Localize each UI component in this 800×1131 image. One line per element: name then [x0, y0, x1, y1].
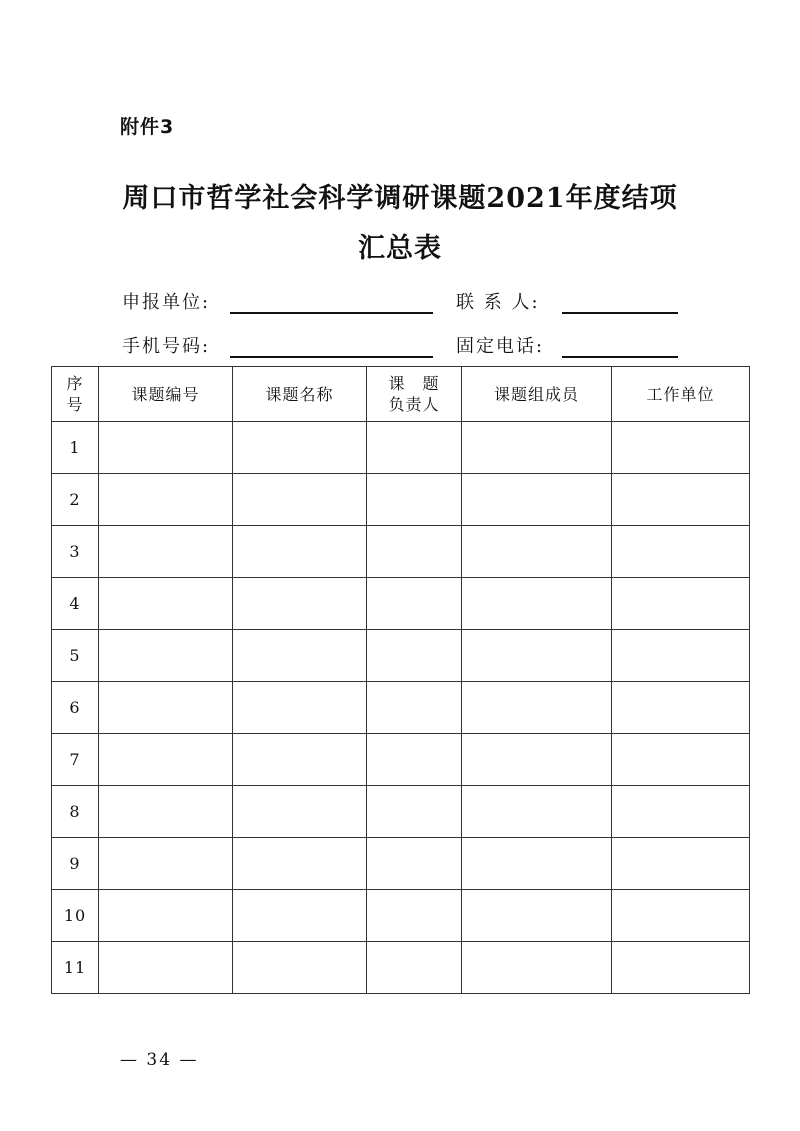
phone-field[interactable]	[562, 356, 678, 358]
row-leader-cell[interactable]	[367, 734, 462, 786]
row-members-cell[interactable]	[462, 838, 612, 890]
row-leader-cell[interactable]	[367, 786, 462, 838]
row-code-cell[interactable]	[99, 578, 233, 630]
row-code-cell[interactable]	[99, 786, 233, 838]
row-leader-cell[interactable]	[367, 474, 462, 526]
row-code-cell[interactable]	[99, 630, 233, 682]
row-members-cell[interactable]	[462, 630, 612, 682]
row-code-cell[interactable]	[99, 734, 233, 786]
row-unit-cell[interactable]	[612, 682, 750, 734]
row-members-cell[interactable]	[462, 526, 612, 578]
row-leader-cell[interactable]	[367, 526, 462, 578]
header-leader	[367, 367, 462, 422]
table-row	[52, 890, 750, 942]
row-members-cell[interactable]	[462, 890, 612, 942]
row-unit-cell[interactable]	[612, 474, 750, 526]
row-unit-cell[interactable]	[612, 734, 750, 786]
row-seq-cell: 8	[52, 786, 99, 838]
page-number: — 34 —	[120, 1050, 199, 1070]
row-members-cell[interactable]	[462, 734, 612, 786]
row-name-cell[interactable]	[233, 578, 367, 630]
table-row	[52, 526, 750, 578]
mobile-field[interactable]	[230, 356, 433, 358]
row-code-cell[interactable]	[99, 422, 233, 474]
row-seq-cell: 5	[52, 630, 99, 682]
row-leader-cell[interactable]	[367, 422, 462, 474]
table-row	[52, 422, 750, 474]
header-leader-bottom: 负责人	[388, 395, 440, 414]
document-title-line2: 汇总表	[358, 233, 442, 264]
row-unit-cell[interactable]	[612, 422, 750, 474]
table-row	[52, 578, 750, 630]
table-row	[52, 682, 750, 734]
row-members-cell[interactable]	[462, 422, 612, 474]
header-seq-top: 序	[66, 374, 84, 393]
row-leader-cell[interactable]	[367, 578, 462, 630]
row-members-cell[interactable]	[462, 474, 612, 526]
row-unit-cell[interactable]	[612, 942, 750, 994]
row-leader-cell[interactable]	[367, 890, 462, 942]
row-name-cell[interactable]	[233, 630, 367, 682]
unit-label: 申报单位:	[122, 292, 211, 313]
table-row	[52, 942, 750, 994]
row-leader-cell[interactable]	[367, 682, 462, 734]
header-seq	[52, 367, 99, 422]
row-unit-cell[interactable]	[612, 630, 750, 682]
row-code-cell[interactable]	[99, 526, 233, 578]
row-members-cell[interactable]	[462, 942, 612, 994]
row-seq-cell: 2	[52, 474, 99, 526]
table-row	[52, 734, 750, 786]
row-seq-cell: 9	[52, 838, 99, 890]
row-name-cell[interactable]	[233, 422, 367, 474]
contact-label: 联 系 人:	[456, 292, 540, 313]
row-leader-cell[interactable]	[367, 630, 462, 682]
row-name-cell[interactable]	[233, 786, 367, 838]
row-code-cell[interactable]	[99, 682, 233, 734]
row-members-cell[interactable]	[462, 786, 612, 838]
table-row	[52, 630, 750, 682]
header-leader-top: 课 题	[388, 374, 440, 393]
row-code-cell[interactable]	[99, 474, 233, 526]
row-name-cell[interactable]	[233, 474, 367, 526]
row-name-cell[interactable]	[233, 682, 367, 734]
attachment-label: 附件3	[120, 116, 175, 138]
row-seq-cell: 7	[52, 734, 99, 786]
header-code: 课题编号	[99, 367, 233, 422]
row-name-cell[interactable]	[233, 526, 367, 578]
row-unit-cell[interactable]	[612, 786, 750, 838]
row-unit-cell[interactable]	[612, 526, 750, 578]
mobile-label: 手机号码:	[122, 336, 211, 357]
row-leader-cell[interactable]	[367, 838, 462, 890]
row-name-cell[interactable]	[233, 838, 367, 890]
row-seq-cell: 11	[52, 942, 99, 994]
row-name-cell[interactable]	[233, 734, 367, 786]
row-seq-cell: 10	[52, 890, 99, 942]
header-seq-bottom: 号	[66, 395, 84, 414]
row-leader-cell[interactable]	[367, 942, 462, 994]
row-seq-cell: 3	[52, 526, 99, 578]
row-unit-cell[interactable]	[612, 838, 750, 890]
phone-label: 固定电话:	[456, 336, 545, 357]
header-name: 课题名称	[233, 367, 367, 422]
row-seq-cell: 1	[52, 422, 99, 474]
row-seq-cell: 4	[52, 578, 99, 630]
table-row	[52, 474, 750, 526]
row-code-cell[interactable]	[99, 838, 233, 890]
row-unit-cell[interactable]	[612, 578, 750, 630]
row-unit-cell[interactable]	[612, 890, 750, 942]
row-members-cell[interactable]	[462, 578, 612, 630]
header-unit: 工作单位	[612, 367, 750, 422]
row-name-cell[interactable]	[233, 890, 367, 942]
row-name-cell[interactable]	[233, 942, 367, 994]
contact-field[interactable]	[562, 312, 678, 314]
document-title-line1: 周口市哲学社会科学调研课题2021年度结项	[122, 183, 678, 214]
row-seq-cell: 6	[52, 682, 99, 734]
table-row	[52, 786, 750, 838]
table-row	[52, 838, 750, 890]
row-code-cell[interactable]	[99, 942, 233, 994]
summary-table	[51, 366, 750, 994]
row-code-cell[interactable]	[99, 890, 233, 942]
table-header-row	[52, 367, 750, 422]
row-members-cell[interactable]	[462, 682, 612, 734]
header-members: 课题组成员	[462, 367, 612, 422]
unit-field[interactable]	[230, 312, 433, 314]
